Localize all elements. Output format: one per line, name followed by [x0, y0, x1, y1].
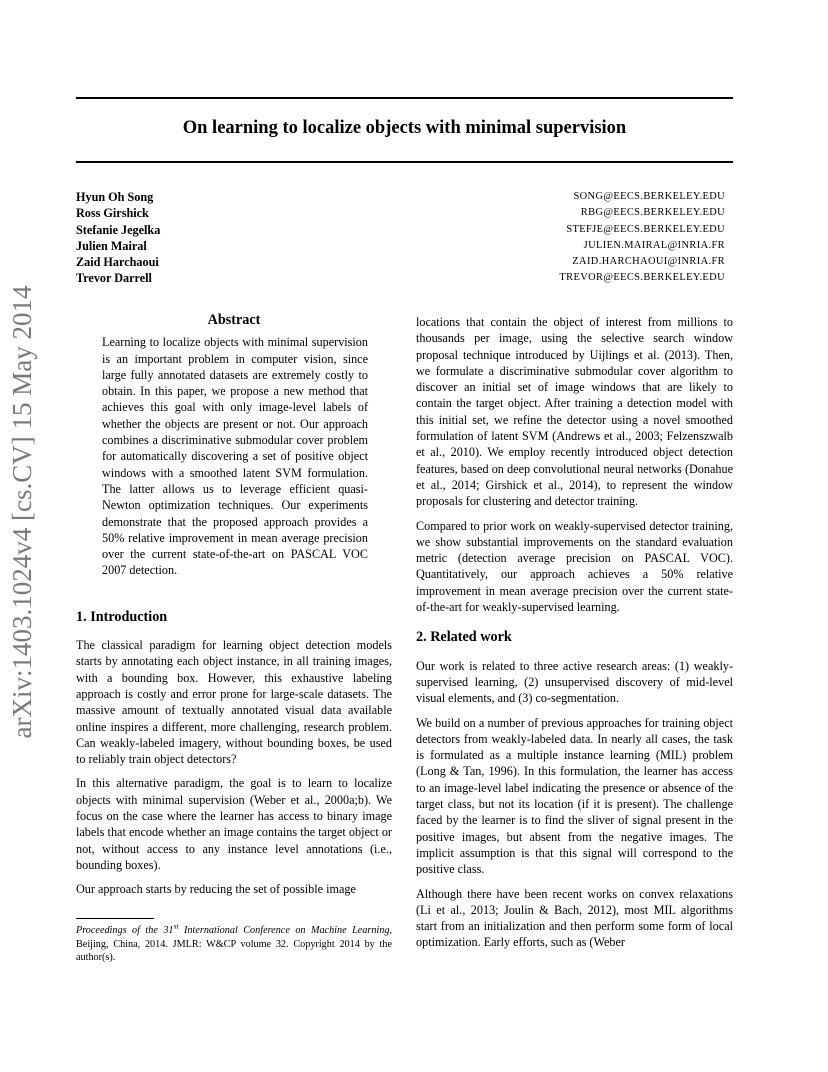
author-name: Stefanie Jegelka — [76, 222, 161, 237]
author-email: JULIEN.MAIRAL@INRIA.FR — [583, 239, 725, 251]
author-list — [76, 189, 733, 287]
related-work-paragraph: We build on a number of previous approaches for training object detectors from weakly-labeled data. In nearly all cases, the task is formulated as a multiple instance learning (MIL) problem (Long & Tan, 1996). In this formulation, the learner has access to an image-level label indicating the presence or absence of the target class, but not its location (if it is present). The challenge faced by the learner is to find the sliver of signal present in the positive images, but absent from the negative images. The implicit assumption is that this signal will correspond to the positive class. — [416, 715, 733, 877]
author-email: STEFJE@EECS.BERKELEY.EDU — [566, 223, 725, 235]
proceedings-footnote — [76, 918, 392, 965]
footnote-text — [76, 921, 392, 965]
author-email: TREVOR@EECS.BERKELEY.EDU — [559, 272, 725, 284]
right-column — [416, 314, 733, 959]
author-row — [76, 205, 733, 221]
title-bottom-rule — [76, 161, 733, 163]
author-name: Julien Mairal — [76, 238, 147, 253]
related-work-paragraph: Our work is related to three active research areas: (1) weakly-supervised learning, (2) unsupervised discovery of mid-level visual elements, and (3) co-segmentation. — [416, 658, 733, 706]
author-name: Zaid Harchaoui — [76, 255, 159, 270]
author-row — [76, 222, 733, 238]
abstract-heading: Abstract — [207, 312, 261, 328]
author-row — [76, 189, 733, 205]
introduction-heading: 1. Introduction — [76, 608, 168, 625]
arxiv-identifier-stamp: arXiv:1403.1024v4 [cs.CV] 15 May 2014 — [7, 285, 37, 739]
author-email: SONG@EECS.BERKELEY.EDU — [573, 191, 725, 202]
footnote-proceedings-suffix: International Conference on Machine Learning — [178, 925, 390, 936]
author-row — [76, 270, 733, 286]
author-name: Ross Girshick — [76, 206, 149, 221]
author-email: ZAID.HARCHAOUI@INRIA.FR — [572, 256, 725, 268]
footnote-rule — [76, 918, 154, 919]
author-name: Hyun Oh Song — [76, 190, 154, 204]
introduction-paragraph: Our approach starts by reducing the set of possible image — [76, 882, 356, 897]
author-row — [76, 254, 733, 270]
paper-title: On learning to localize objects with minimal supervision — [182, 118, 627, 138]
introduction-paragraph: The classical paradigm for learning object detection models starts by annotating each object instance, in all training images, with a bounding box. However, this exhaustive labeling approach is costly and error prone for large-scale datasets. The massive amount of textually annotated visual data available online inspires a different, more challenging, research problem. Can weakly-labeled imagery, without bounding boxes, be used to reliably train object detectors? — [76, 638, 392, 767]
footnote-superscript: st — [173, 921, 179, 931]
author-email: RBG@EECS.BERKELEY.EDU — [580, 207, 725, 219]
footnote-rest: , Beijing, China, 2014. JMLR: W&CP volume 32. Copyright 2014 by the author(s). — [76, 925, 392, 964]
introduction-continued-paragraph: locations that contain the object of interest from millions to thousands per image, using the selective search window proposal technique introduced by Uijlings et al. (2013). Then, we formulate a discriminative submodular cover algorithm to discover an initial set of image windows that are likely to contain the target object. After training a detection model with this initial set, we refine the detector using a novel smoothed formulation of latent SVM (Andrews et al., 2003; Felzenszwalb et al., 2010). We employ recently introduced object detection features, based on deep convolutional neural networks (Donahue et al., 2014; Girshick et al., 2014), to represent the window proposals for clustering and detector training. — [416, 315, 733, 509]
related-work-heading: 2. Related work — [416, 629, 512, 646]
related-work-paragraph: Although there have been recent works on convex relaxations (Li et al., 2013; Joulin & Bach, 2012), most MIL algorithms start from an initialization and then perform some form of local optimization. Early efforts, such as (Weber — [416, 886, 733, 950]
author-name: Trevor Darrell — [76, 271, 152, 286]
introduction-paragraph: In this alternative paradigm, the goal is to learn to localize objects with minimal supervision (Weber et al., 2000a;b). We focus on the case where the learner has access to binary image labels that encode whether an image contains the target object or not, without access to any instance level annotations (i.e., bounding boxes). — [76, 776, 392, 872]
abstract-text: Learning to localize objects with minimal supervision is an important problem in computer vision, since large fully annotated datasets are extremely costly to obtain. In this paper, we propose a new method that achieves this goal with only image-level labels of whether the objects are present or not. Our approach combines a discriminative submodular cover problem for automatically discovering a set of positive object windows with a smoothed latent SVM formulation. The latter allows us to leverage efficient quasi-Newton optimization techniques. Our experiments demonstrate that the proposed approach provides a 50% relative improvement in mean average precision over the current state-of-the-art on PASCAL VOC 2007 detection. — [102, 335, 368, 578]
title-top-rule — [76, 97, 733, 99]
left-column — [76, 312, 392, 906]
author-row — [76, 238, 733, 254]
footnote-proceedings-prefix: Proceedings of the 31 — [76, 925, 174, 936]
introduction-continued-paragraph: Compared to prior work on weakly-supervised detector training, we show substantial improvements on the standard evaluation metric (detection average precision on PASCAL VOC). Quantitatively, our approach achieves a 50% relative improvement in mean average precision over the current state-of-the-art for weakly-supervised learning. — [416, 518, 733, 615]
